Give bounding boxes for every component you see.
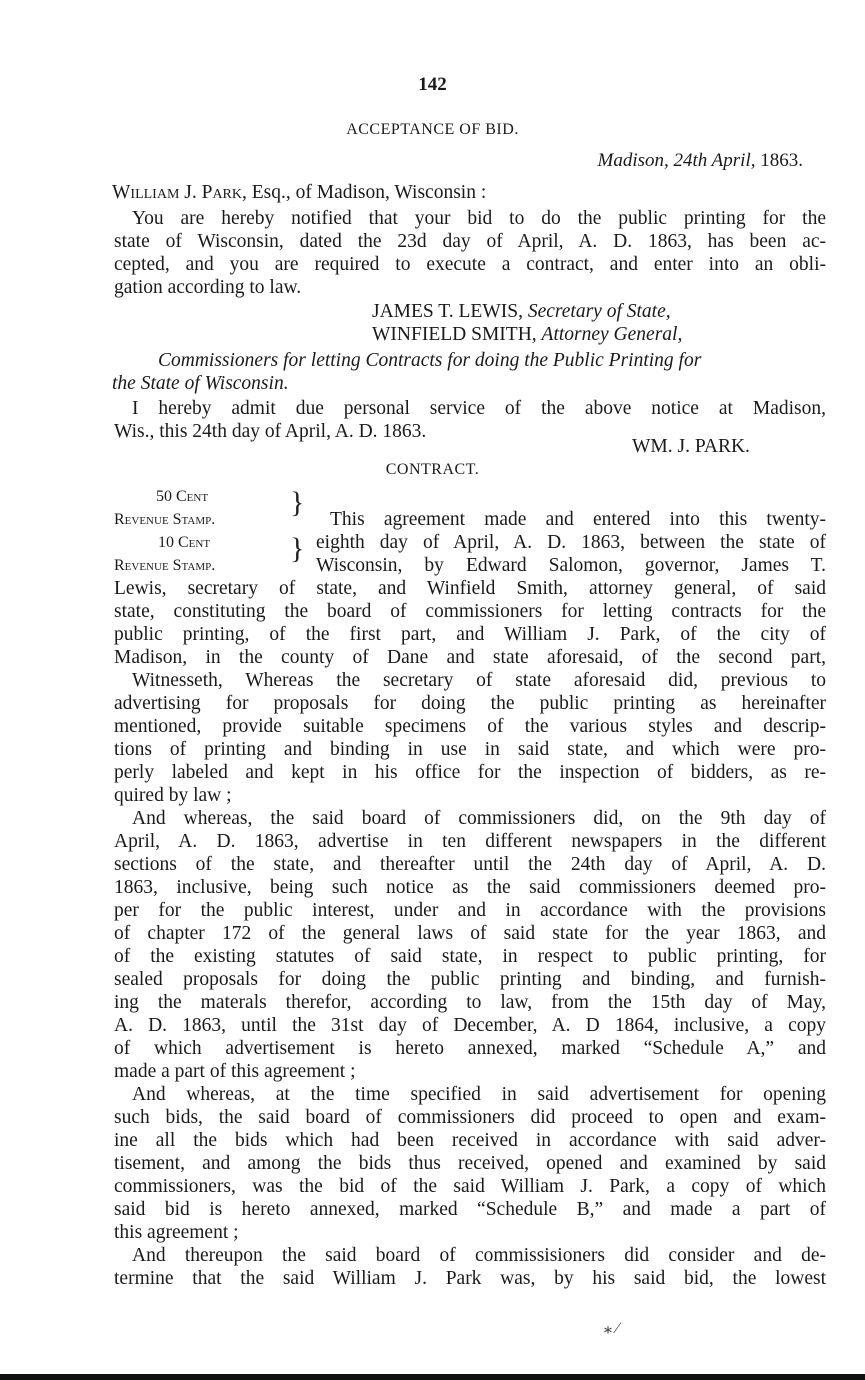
dateline (598, 150, 804, 172)
body-line: said bid is hereto annexed, marked “Schedule B,” and made a part of (114, 1199, 826, 1220)
body-line: ine all the bids which had been received in accordance with said adver- (114, 1130, 826, 1151)
body-line: And thereupon the said board of commissisioners did consider and de- (132, 1245, 826, 1266)
body-line: termine that the said William J. Park was, by his said bid, the lowest (114, 1268, 826, 1289)
agreement-line: This agreement made and entered into this twenty- (330, 509, 826, 530)
body-line: mentioned, provide suitable specimens of the various styles and descrip- (114, 716, 826, 737)
stamp-brace: } (290, 532, 305, 565)
body-line: made a part of this agreement ; (114, 1061, 356, 1082)
stamp-brace: } (290, 486, 305, 519)
contract-heading: CONTRACT. (385, 461, 480, 478)
admission-line: Wis., this 24th day of April, A. D. 1863. (114, 421, 427, 442)
body-line: such bids, the said board of commissioners did proceed to open and exam- (114, 1107, 826, 1128)
body-line: per for the public interest, under and in accordance with the provisions (114, 900, 826, 921)
stamp-label: Revenue Stamp. (114, 557, 216, 574)
signature-title: Attorney General, (541, 324, 683, 345)
body-line: tisement, and among the bids thus received, opened and examined by said (114, 1153, 826, 1174)
body-line: commissioners, was the bid of the said William J. Park, a copy of which (114, 1176, 826, 1197)
body-line: tions of printing and binding in use in said state, and which were pro- (114, 739, 826, 760)
body-line: April, A. D. 1863, advertise in ten different newspapers in the different (114, 831, 826, 852)
body-line: advertising for proposals for doing the public printing as hereinafter (114, 693, 826, 714)
acceptance-heading: ACCEPTANCE OF BID. (346, 121, 519, 138)
dateline-year: 1863. (755, 150, 803, 171)
scan-edge (0, 1374, 865, 1380)
body-line: of chapter 172 of the general laws of said state for the year 1863, and (114, 923, 826, 944)
admission-signature: WM. J. PARK. (632, 436, 750, 457)
admission-line: I hereby admit due personal service of the above notice at Madison, (132, 398, 826, 419)
signature-title: Secretary of State, (527, 301, 671, 322)
body-line: sealed proposals for doing the public printing and binding, and furnish- (114, 969, 826, 990)
body-line: state, constituting the board of commissioners for letting contracts for the (114, 601, 826, 622)
stamp-value: 10 Cent (158, 534, 211, 551)
body-line: And whereas, at the time specified in said advertisement for opening (132, 1084, 826, 1105)
body-line: quired by law ; (114, 785, 232, 806)
signature-lewis (372, 301, 671, 323)
body-line: Madison, in the county of Dane and state aforesaid, of the second part, (114, 647, 826, 668)
signature-name: WINFIELD SMITH, (372, 324, 537, 345)
notice-line: You are hereby notified that your bid to do the public printing for the (132, 208, 826, 229)
body-line: A. D. 1863, until the 31st day of December, A. D 1864, inclusive, a copy (114, 1015, 826, 1036)
agreement-line: Wisconsin, by Edward Salomon, governor, James T. (316, 555, 826, 576)
commissioners-line: Commissioners for letting Contracts for doing the Public Printing for (158, 350, 702, 371)
agreement-line: eighth day of April, A. D. 1863, between the state of (316, 532, 826, 553)
page-number: 142 (418, 74, 447, 95)
commissioners-line: the State of Wisconsin. (112, 373, 289, 394)
body-line: And whereas, the said board of commissioners did, on the 9th day of (132, 808, 826, 829)
signature-name: JAMES T. LEWIS, (372, 301, 523, 322)
body-line: 1863, inclusive, being such notice as the said commissioners deemed pro- (114, 877, 826, 898)
addressee-name: William J. Park (112, 182, 243, 203)
body-line: sections of the state, and thereafter until the 24th day of April, A. D. (114, 854, 826, 875)
body-line: this agreement ; (114, 1222, 239, 1243)
notice-line: state of Wisconsin, dated the 23d day of April, A. D. 1863, has been ac- (114, 231, 826, 252)
body-line: of which advertisement is hereto annexed, marked “Schedule A,” and (114, 1038, 826, 1059)
body-line: of the existing statutes of said state, in respect to public printing, for (114, 946, 826, 967)
signature-smith (372, 324, 682, 346)
notice-line: gation according to law. (114, 277, 302, 298)
addressee-rest: , Esq., of Madison, Wisconsin : (242, 182, 487, 203)
stamp-value: 50 Cent (156, 488, 209, 505)
addressee (112, 181, 824, 204)
body-line: Lewis, secretary of state, and Winfield Smith, attorney general, of said (114, 578, 826, 599)
stamp-label: Revenue Stamp. (114, 511, 216, 528)
print-specks: ⁎ ⁄ (604, 1320, 619, 1337)
body-line: perly labeled and kept in his office for the inspection of bidders, as re- (114, 762, 826, 783)
body-line: ing the materals therefor, according to law, from the 15th day of May, (114, 992, 826, 1013)
body-line: public printing, of the first part, and William J. Park, of the city of (114, 624, 826, 645)
dateline-place-date: Madison, 24th April, (597, 150, 756, 171)
body-line: Witnesseth, Whereas the secretary of state aforesaid did, previous to (132, 670, 826, 691)
notice-line: cepted, and you are required to execute a contract, and enter into an obli- (114, 254, 826, 275)
